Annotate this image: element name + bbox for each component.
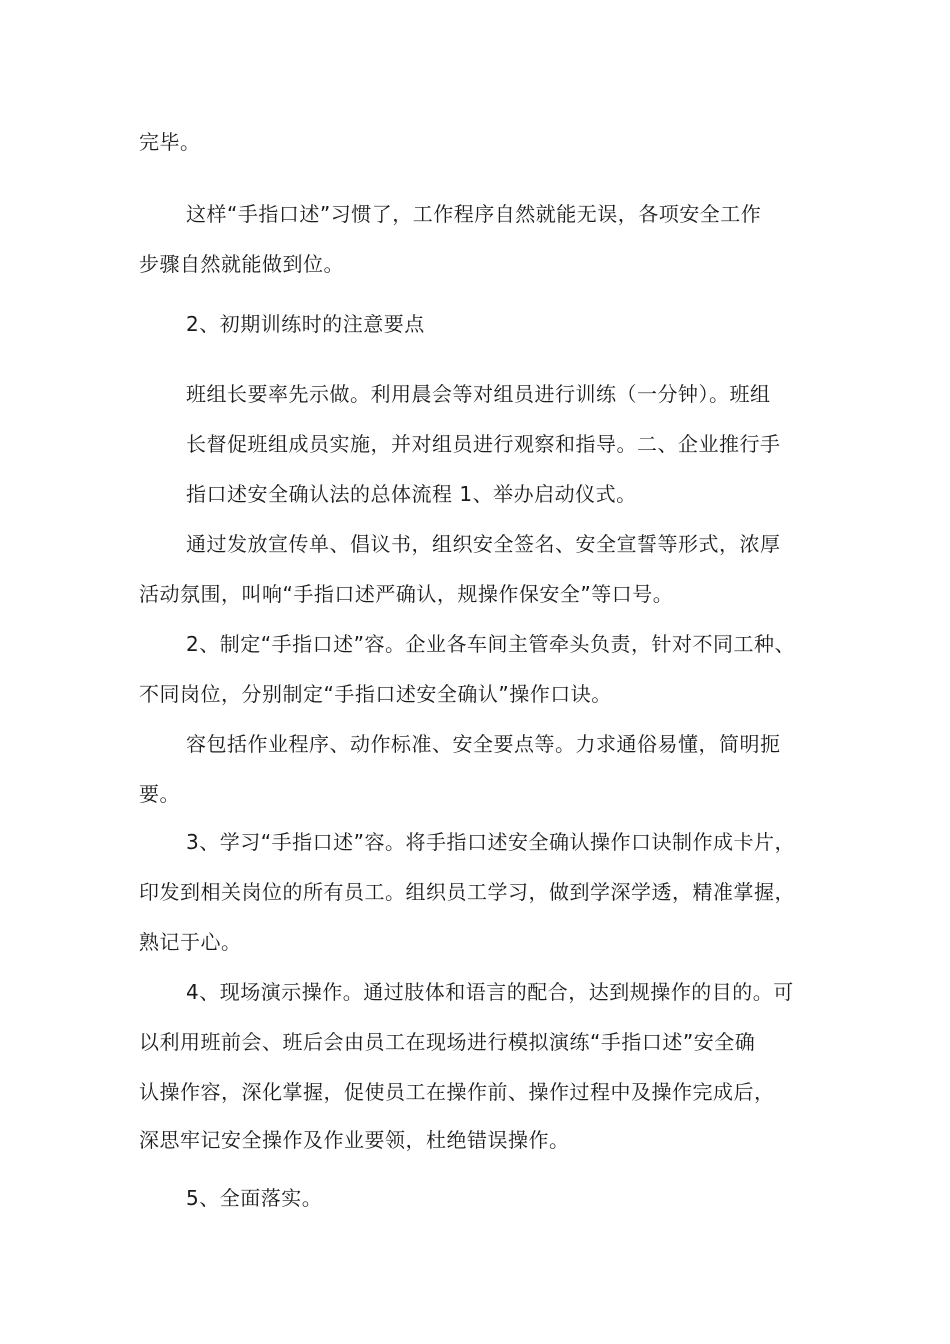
text-line: 4、现场演示操作。通过肢体和语言的配合，达到规操作的目的。可 — [186, 980, 794, 1004]
text-line: 2、制定“手指口述”容。企业各车间主管牵头负责，针对不同工种、 — [186, 632, 795, 656]
text-line: 以利用班前会、班后会由员工在现场进行模拟演练“手指口述”安全确 — [139, 1030, 756, 1054]
section-heading: 5、全面落实。 — [186, 1186, 323, 1210]
text-line: 完毕。 — [139, 130, 201, 154]
text-line: 步骤自然就能做到位。 — [139, 252, 344, 276]
text-line: 这样“手指口述”习惯了，工作程序自然就能无误，各项安全工作 — [186, 202, 762, 226]
section-heading: 2、初期训练时的注意要点 — [186, 312, 425, 336]
text-line: 班组长要率先示做。利用晨会等对组员进行训练（一分钟）。班组 — [186, 382, 771, 406]
text-line: 认操作容，深化掌握，促使员工在操作前、操作过程中及操作完成后， — [139, 1080, 775, 1104]
text-line: 深思牢记安全操作及作业要领，杜绝错误操作。 — [139, 1128, 570, 1152]
text-line: 不同岗位，分别制定“手指口述安全确认”操作口诀。 — [139, 682, 612, 706]
text-line: 长督促班组成员实施，并对组员进行观察和指导。二、企业推行手 — [186, 432, 781, 456]
text-line: 熟记于心。 — [139, 930, 242, 954]
text-line: 通过发放宣传单、倡议书，组织安全签名、安全宣誓等形式，浓厚 — [186, 532, 781, 556]
text-line: 要。 — [139, 782, 180, 806]
text-line: 印发到相关岗位的所有员工。组织员工学习，做到学深学透，精准掌握， — [139, 880, 795, 904]
text-line: 3、学习“手指口述”容。将手指口述安全确认操作口诀制作成卡片， — [186, 830, 795, 854]
text-line: 活动氛围，叫响“手指口述严确认，规操作保安全”等口号。 — [139, 582, 674, 606]
text-line: 指口述安全确认法的总体流程 1、举办启动仪式。 — [186, 482, 637, 506]
text-line: 容包括作业程序、动作标准、安全要点等。力求通俗易懂，简明扼 — [186, 732, 781, 756]
